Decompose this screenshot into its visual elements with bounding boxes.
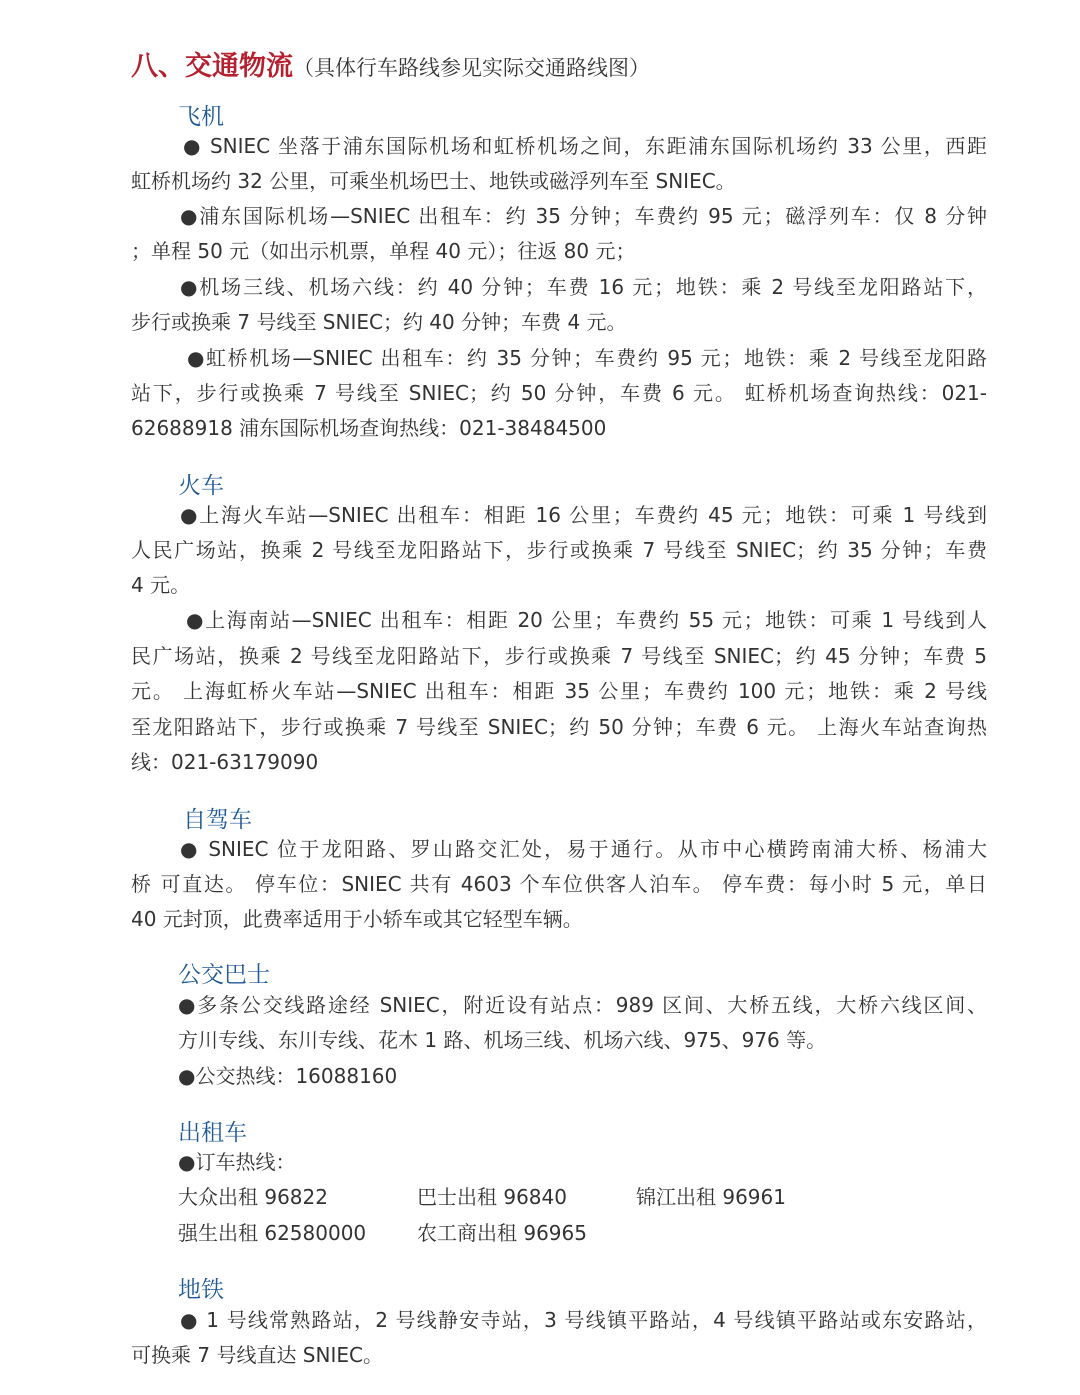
paragraph-line: 可换乘 7 号线直达 SNIEC。 xyxy=(131,1343,383,1367)
subheading-taxi: 出租车 xyxy=(178,1120,247,1146)
taxi-hotline: 农工商出租 96965 xyxy=(417,1221,587,1245)
subheading-self-drive: 自驾车 xyxy=(183,807,252,833)
paragraph-line: 线：021-63179090 xyxy=(131,750,319,774)
paragraph-line: ●多条公交线路途经 SNIEC，附近设有站点：989 区间、大桥五线，大桥六线区间、 xyxy=(178,993,987,1017)
taxi-hotline: 锦江出租 96961 xyxy=(636,1185,786,1209)
paragraph-line: ●公交热线：16088160 xyxy=(178,1064,398,1088)
taxi-hotline: 大众出租 96822 xyxy=(178,1185,328,1209)
paragraph-line: 虹桥机场约 32 公里，可乘坐机场巴士、地铁或磁浮列车至 SNIEC。 xyxy=(131,169,736,193)
paragraph-line: ●虹桥机场—SNIEC 出租车：约 35 分钟；车费约 95 元；地铁：乘 2 号线至龙阳路 xyxy=(187,346,987,370)
paragraph-line: ●机场三线、机场六线：约 40 分钟；车费 16 元；地铁：乘 2 号线至龙阳路站下， xyxy=(180,275,987,299)
section-title-main: 八、交通物流 xyxy=(131,51,293,82)
paragraph-line: ●浦东国际机场—SNIEC 出租车：约 35 分钟；车费约 95 元；磁浮列车：仅 8 分钟 xyxy=(180,204,987,228)
paragraph-line: 62688918 浦东国际机场查询热线：021-38484500 xyxy=(131,416,607,440)
taxi-hotline: 巴士出租 96840 xyxy=(417,1185,567,1209)
paragraph-line: ●上海火车站—SNIEC 出租车：相距 16 公里；车费约 45 元；地铁：可乘 1 号线到 xyxy=(180,503,987,527)
subheading-metro: 地铁 xyxy=(178,1277,224,1303)
paragraph-line: ● 1 号线常熟路站，2 号线静安寺站，3 号线镇平路站，4 号线镇平路站或东安路站， xyxy=(180,1308,987,1332)
paragraph-line: ●上海南站—SNIEC 出租车：相距 20 公里；车费约 55 元；地铁：可乘 1 号线到人 xyxy=(186,608,987,632)
paragraph-line: 站下，步行或换乘 7 号线至 SNIEC；约 50 分钟，车费 6 元。 虹桥机场查询热线：021- xyxy=(131,381,987,405)
paragraph-line: 40 元封顶，此费率适用于小轿车或其它轻型车辆。 xyxy=(131,907,583,931)
taxi-hotline: 强生出租 62580000 xyxy=(178,1221,367,1245)
paragraph-line: 民广场站，换乘 2 号线至龙阳路站下，步行或换乘 7 号线至 SNIEC；约 45 分钟；车费 5 xyxy=(131,644,987,668)
paragraph-line: ；单程 50 元（如出示机票，单程 40 元）；往返 80 元； xyxy=(131,239,636,263)
paragraph-line: ● SNIEC 坐落于浦东国际机场和虹桥机场之间，东距浦东国际机场约 33 公里，西距 xyxy=(183,134,987,158)
subheading-train: 火车 xyxy=(178,473,224,499)
paragraph-line: 4 元。 xyxy=(131,573,191,597)
paragraph-line: ●订车热线： xyxy=(178,1150,296,1174)
subheading-airplane: 飞机 xyxy=(178,104,224,130)
section-title xyxy=(131,44,650,83)
paragraph-line: 人民广场站，换乘 2 号线至龙阳路站下，步行或换乘 7 号线至 SNIEC；约 35 分钟；车费 xyxy=(131,538,987,562)
paragraph-line: ● SNIEC 位于龙阳路、罗山路交汇处，易于通行。从市中心横跨南浦大桥、杨浦大 xyxy=(180,837,987,861)
section-title-subtitle: （具体行车路线参见实际交通路线图） xyxy=(293,56,650,80)
paragraph-line: 至龙阳路站下，步行或换乘 7 号线至 SNIEC；约 50 分钟；车费 6 元。 上海火车站查询热 xyxy=(131,715,987,739)
paragraph-line: 桥 可直达。 停车位：SNIEC 共有 4603 个车位供客人泊车。 停车费：每小时 5 元，单日 xyxy=(131,872,987,896)
subheading-bus: 公交巴士 xyxy=(178,962,270,988)
paragraph-line: 元。 上海虹桥火车站—SNIEC 出租车：相距 35 公里；车费约 100 元；地铁：乘 2 号线 xyxy=(131,679,987,703)
paragraph-line: 方川专线、东川专线、花木 1 路、机场三线、机场六线、975、976 等。 xyxy=(178,1028,827,1052)
paragraph-line: 步行或换乘 7 号线至 SNIEC；约 40 分钟；车费 4 元。 xyxy=(131,310,627,334)
